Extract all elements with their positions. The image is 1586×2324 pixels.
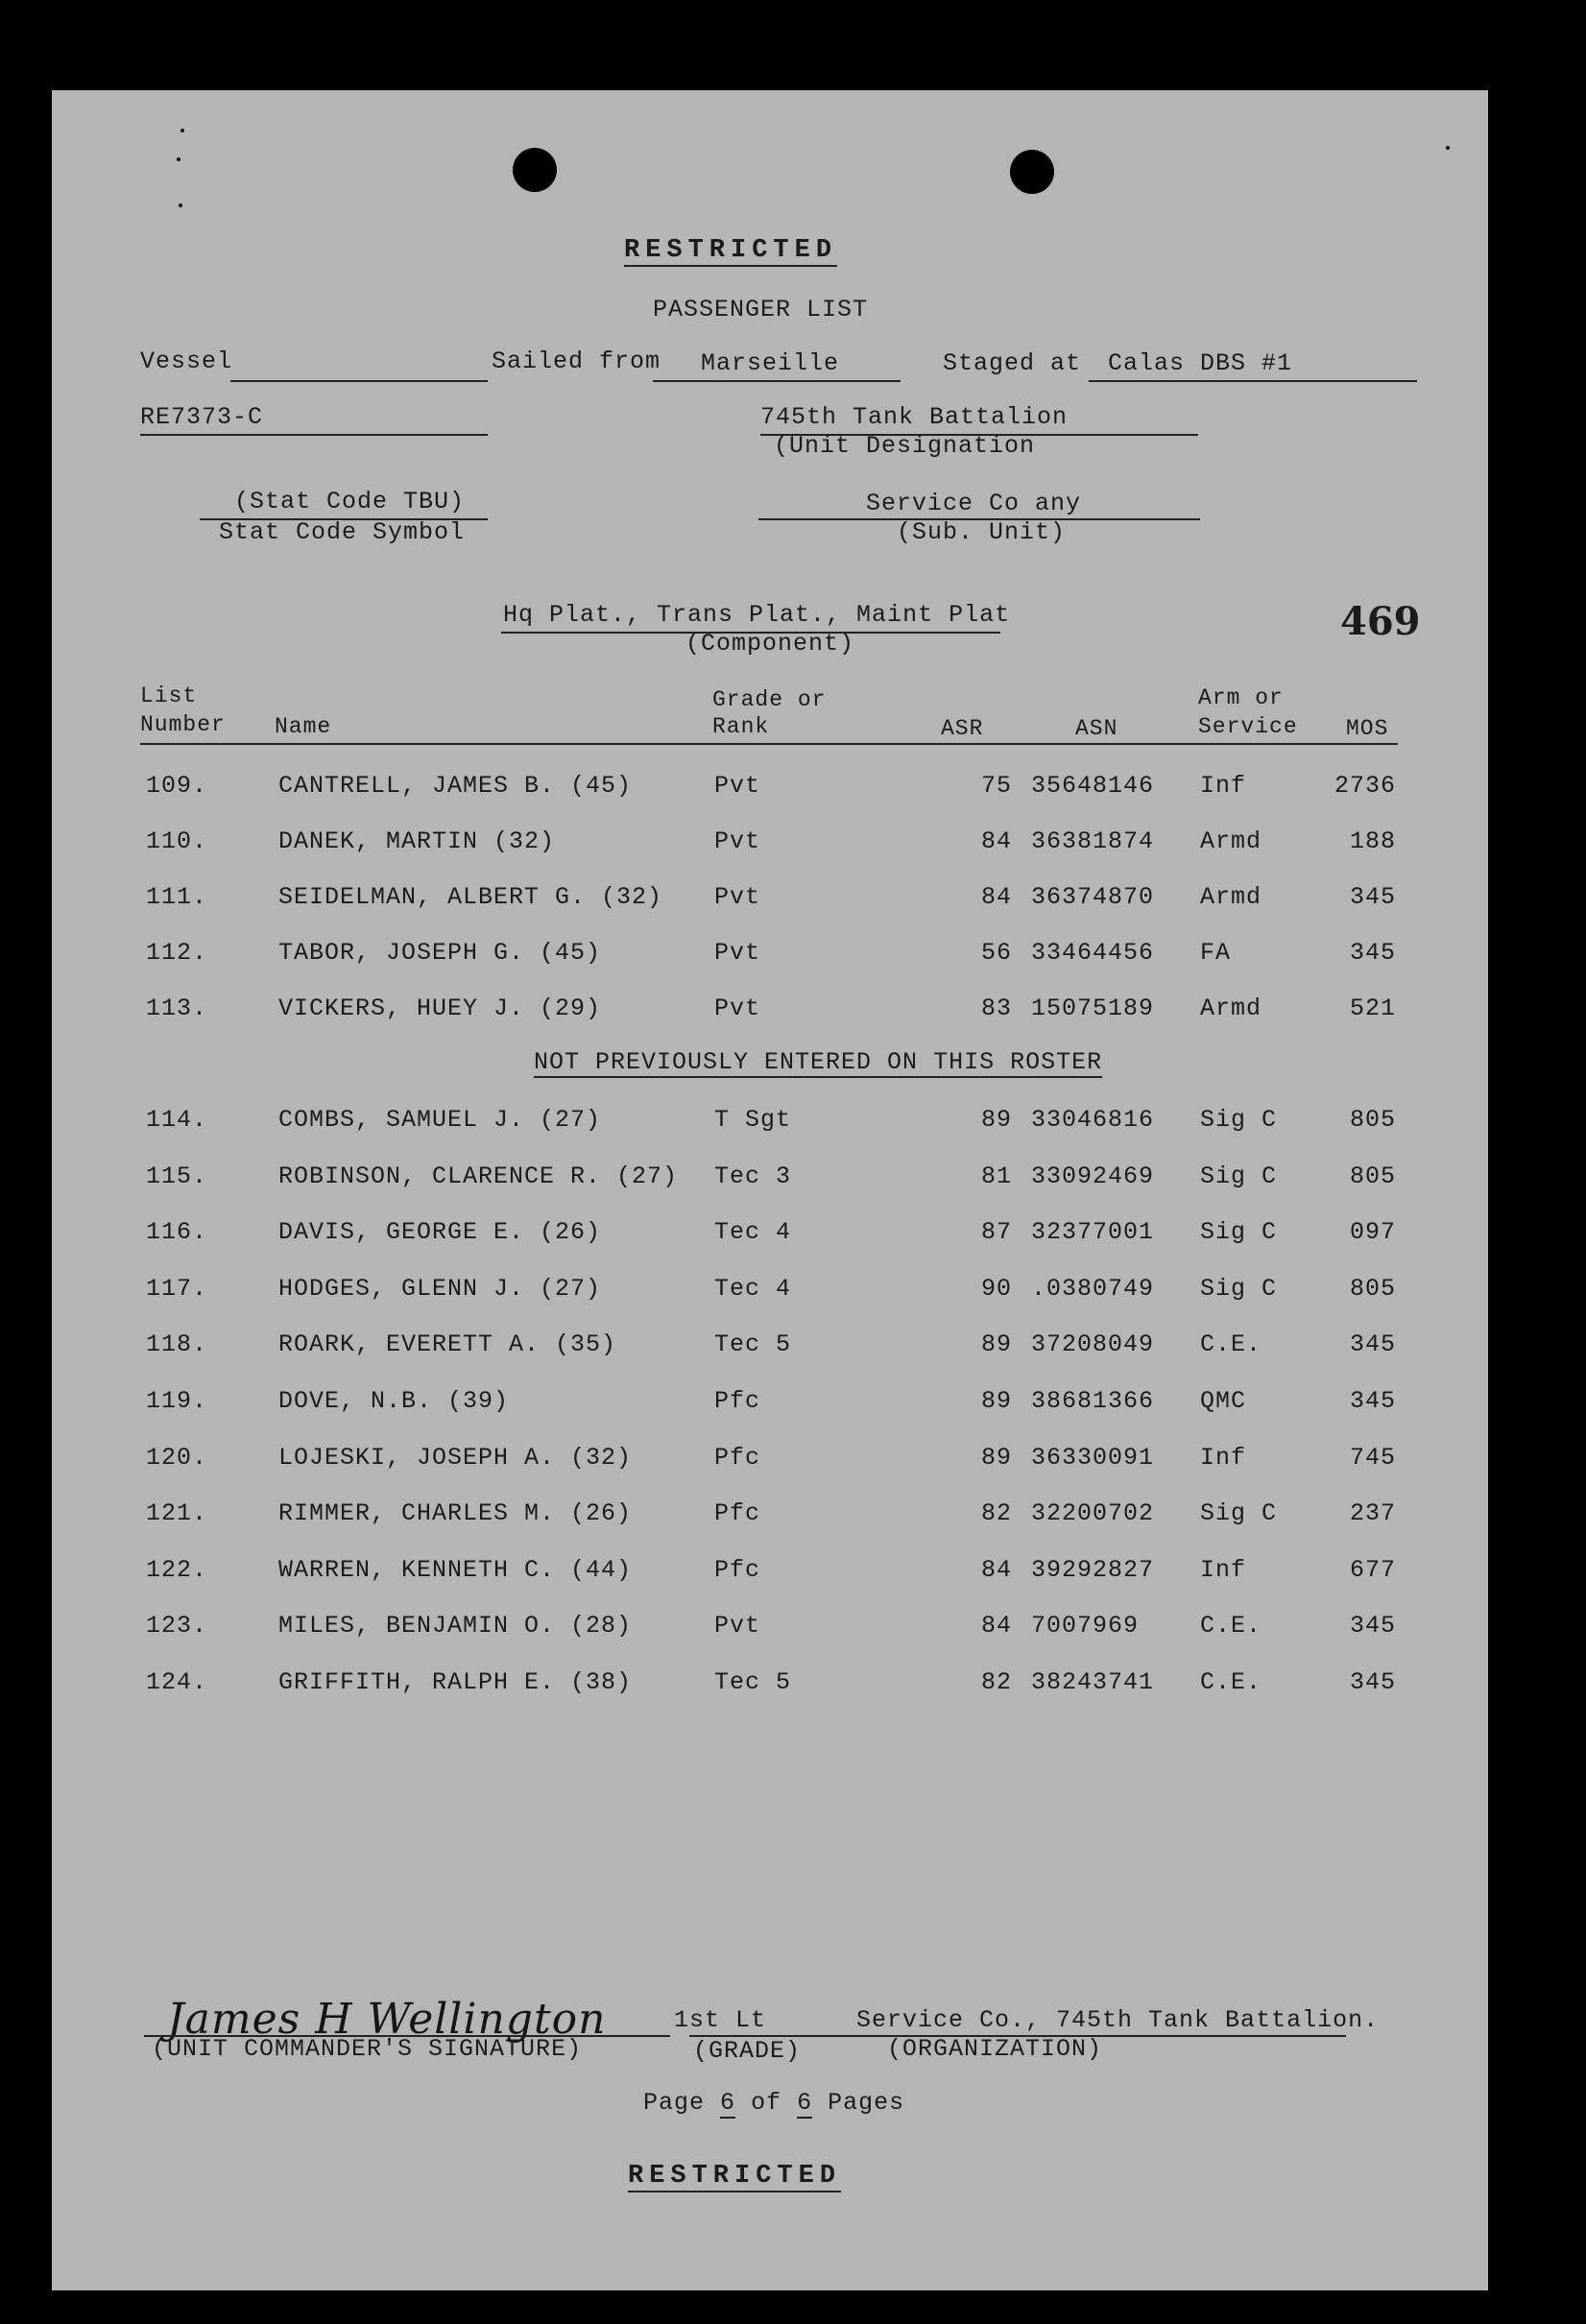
mos-cell: 805 bbox=[1349, 1106, 1396, 1134]
mos-cell: 345 bbox=[1349, 1668, 1396, 1696]
name-cell: HODGES, GLENN J. (27) bbox=[278, 1274, 602, 1303]
asr-cell: 84 bbox=[980, 883, 1012, 911]
list-number-cell: 110. bbox=[146, 827, 208, 855]
punch-hole-right bbox=[1010, 150, 1054, 194]
table-row bbox=[52, 1444, 1488, 1482]
asn-cell: 33464456 bbox=[1031, 939, 1155, 967]
staged-at-line bbox=[1089, 380, 1417, 382]
col-list-number-2: Number bbox=[140, 712, 226, 737]
arm-cell: Inf bbox=[1200, 772, 1247, 800]
col-arm-1: Arm or bbox=[1198, 685, 1284, 710]
mos-cell: 345 bbox=[1349, 1330, 1396, 1359]
column-header-rule bbox=[140, 743, 1398, 745]
speck bbox=[177, 157, 180, 161]
col-arm-2: Service bbox=[1198, 714, 1298, 739]
sub-unit-caption: (Sub. Unit) bbox=[897, 518, 1067, 546]
asn-cell: 39292827 bbox=[1031, 1555, 1155, 1584]
name-cell: ROARK, EVERETT A. (35) bbox=[278, 1330, 617, 1359]
arm-cell: Inf bbox=[1200, 1443, 1247, 1472]
asn-cell: 36381874 bbox=[1031, 827, 1155, 855]
sailed-from-line bbox=[653, 380, 901, 382]
restricted-footer: RESTRICTED bbox=[628, 2162, 842, 2191]
col-asn: ASN bbox=[1075, 716, 1118, 741]
asr-cell: 89 bbox=[980, 1443, 1012, 1472]
grade-cell: Pvt bbox=[714, 939, 761, 967]
col-mos: MOS bbox=[1346, 716, 1389, 741]
name-cell: WARREN, KENNETH C. (44) bbox=[278, 1555, 633, 1584]
speck bbox=[1446, 146, 1450, 150]
asn-cell: 38243741 bbox=[1031, 1668, 1155, 1696]
list-number-cell: 112. bbox=[146, 939, 208, 967]
table-row bbox=[52, 1668, 1488, 1707]
col-list-number-1: List bbox=[140, 683, 198, 708]
table-row bbox=[52, 939, 1488, 977]
asn-cell: 35648146 bbox=[1031, 772, 1155, 800]
arm-cell: C.E. bbox=[1200, 1330, 1262, 1359]
speck bbox=[180, 129, 184, 132]
col-grade-2: Rank bbox=[712, 714, 770, 739]
col-grade-1: Grade or bbox=[712, 687, 827, 712]
table-row bbox=[52, 1330, 1488, 1369]
arm-cell: Sig C bbox=[1200, 1274, 1278, 1303]
component-caption: (Component) bbox=[685, 630, 855, 658]
asr-cell: 87 bbox=[980, 1218, 1012, 1247]
page-label: Page bbox=[643, 2089, 706, 2117]
mos-cell: 237 bbox=[1349, 1499, 1396, 1528]
list-number-cell: 124. bbox=[146, 1668, 208, 1696]
grade-cell: Pfc bbox=[714, 1387, 761, 1415]
grade-cell: Pvt bbox=[714, 1612, 761, 1641]
mos-cell: 097 bbox=[1349, 1218, 1396, 1247]
table-row bbox=[52, 1387, 1488, 1426]
list-number-cell: 113. bbox=[146, 994, 208, 1022]
mos-cell: 805 bbox=[1349, 1274, 1396, 1303]
grade-cell: Tec 5 bbox=[714, 1668, 792, 1696]
name-cell: VICKERS, HUEY J. (29) bbox=[278, 994, 602, 1022]
asn-cell: 38681366 bbox=[1031, 1387, 1155, 1415]
grade-cell: Pfc bbox=[714, 1499, 761, 1528]
arm-cell: Inf bbox=[1200, 1555, 1247, 1584]
staged-at-label: Staged at bbox=[943, 349, 1082, 377]
name-cell: DOVE, N.B. (39) bbox=[278, 1387, 510, 1415]
list-number-cell: 123. bbox=[146, 1612, 208, 1641]
stat-code-caption: Stat Code Symbol bbox=[219, 518, 466, 546]
list-number-cell: 120. bbox=[146, 1443, 208, 1472]
page-stamp-number: 469 bbox=[1340, 599, 1421, 644]
asn-cell: 33092469 bbox=[1031, 1162, 1155, 1190]
mos-cell: 677 bbox=[1349, 1555, 1396, 1584]
grade-cell: T Sgt bbox=[714, 1106, 792, 1134]
table-row bbox=[52, 1612, 1488, 1650]
asn-cell: 36374870 bbox=[1031, 883, 1155, 911]
section-note: NOT PREVIOUSLY ENTERED ON THIS ROSTER bbox=[534, 1048, 1103, 1076]
arm-cell: C.E. bbox=[1200, 1668, 1262, 1696]
speck bbox=[179, 204, 182, 207]
col-asr: ASR bbox=[941, 716, 984, 741]
name-cell: LOJESKI, JOSEPH A. (32) bbox=[278, 1443, 633, 1472]
mos-cell: 521 bbox=[1349, 994, 1396, 1022]
name-cell: RIMMER, CHARLES M. (26) bbox=[278, 1499, 633, 1528]
asr-cell: 82 bbox=[980, 1668, 1012, 1696]
mos-cell: 745 bbox=[1349, 1443, 1396, 1472]
name-cell: MILES, BENJAMIN O. (28) bbox=[278, 1612, 633, 1641]
asn-cell: 36330091 bbox=[1031, 1443, 1155, 1472]
arm-cell: Armd bbox=[1200, 883, 1262, 911]
grade-cell: Pvt bbox=[714, 772, 761, 800]
table-row bbox=[52, 883, 1488, 922]
asr-cell: 75 bbox=[980, 772, 1012, 800]
list-number-cell: 118. bbox=[146, 1330, 208, 1359]
name-cell: DANEK, MARTIN (32) bbox=[278, 827, 556, 855]
mos-cell: 345 bbox=[1349, 939, 1396, 967]
arm-cell: C.E. bbox=[1200, 1612, 1262, 1641]
asr-cell: 82 bbox=[980, 1499, 1012, 1528]
grade-value: 1st Lt bbox=[674, 2006, 767, 2034]
list-number-cell: 122. bbox=[146, 1555, 208, 1584]
arm-cell: QMC bbox=[1200, 1387, 1247, 1415]
asn-cell: 15075189 bbox=[1031, 994, 1155, 1022]
asn-cell: 7007969 bbox=[1031, 1612, 1140, 1641]
asn-cell: 32200702 bbox=[1031, 1499, 1155, 1528]
page-current: 6 bbox=[720, 2089, 736, 2117]
organization-caption: (ORGANIZATION) bbox=[887, 2035, 1103, 2063]
col-name: Name bbox=[275, 714, 332, 739]
sub-unit-value: Service Co any bbox=[866, 490, 1082, 517]
grade-cell: Pfc bbox=[714, 1443, 761, 1472]
list-number-cell: 109. bbox=[146, 772, 208, 800]
organization-value: Service Co., 745th Tank Battalion. bbox=[856, 2006, 1380, 2034]
name-cell: CANTRELL, JAMES B. (45) bbox=[278, 772, 633, 800]
document-page bbox=[52, 90, 1488, 2290]
mos-cell: 2736 bbox=[1334, 772, 1396, 800]
asr-cell: 83 bbox=[980, 994, 1012, 1022]
shipment-line bbox=[140, 434, 488, 436]
mos-cell: 188 bbox=[1349, 827, 1396, 855]
arm-cell: Sig C bbox=[1200, 1499, 1278, 1528]
asr-cell: 81 bbox=[980, 1162, 1012, 1190]
document-title: PASSENGER LIST bbox=[653, 296, 869, 323]
asr-cell: 89 bbox=[980, 1330, 1012, 1359]
sailed-from-value: Marseille bbox=[701, 349, 840, 377]
grade-cell: Tec 4 bbox=[714, 1274, 792, 1303]
component-value: Hq Plat., Trans Plat., Maint Plat bbox=[503, 601, 1011, 629]
asr-cell: 89 bbox=[980, 1106, 1012, 1134]
asr-cell: 84 bbox=[980, 1555, 1012, 1584]
asr-cell: 84 bbox=[980, 1612, 1012, 1641]
vessel-field-line bbox=[230, 380, 488, 382]
page-counter bbox=[643, 2089, 904, 2117]
grade-cell: Pvt bbox=[714, 994, 761, 1022]
table-row bbox=[52, 1106, 1488, 1144]
restricted-header: RESTRICTED bbox=[624, 236, 838, 265]
punch-hole-left bbox=[513, 148, 557, 192]
table-row bbox=[52, 994, 1488, 1033]
list-number-cell: 115. bbox=[146, 1162, 208, 1190]
asn-cell: 37208049 bbox=[1031, 1330, 1155, 1359]
arm-cell: Sig C bbox=[1200, 1218, 1278, 1247]
mos-cell: 345 bbox=[1349, 1612, 1396, 1641]
mos-cell: 345 bbox=[1349, 883, 1396, 911]
arm-cell: Sig C bbox=[1200, 1162, 1278, 1190]
page-suffix: Pages bbox=[828, 2089, 905, 2117]
name-cell: ROBINSON, CLARENCE R. (27) bbox=[278, 1162, 679, 1190]
mos-cell: 805 bbox=[1349, 1162, 1396, 1190]
unit-designation-value: 745th Tank Battalion bbox=[760, 403, 1069, 431]
table-row bbox=[52, 1499, 1488, 1538]
table-row bbox=[52, 827, 1488, 866]
shipment-number: RE7373-C bbox=[140, 403, 264, 431]
list-number-cell: 114. bbox=[146, 1106, 208, 1134]
page-total: 6 bbox=[797, 2089, 813, 2117]
stat-code-value: (Stat Code TBU) bbox=[234, 488, 466, 515]
list-number-cell: 119. bbox=[146, 1387, 208, 1415]
asr-cell: 56 bbox=[980, 939, 1012, 967]
grade-cell: Pfc bbox=[714, 1555, 761, 1584]
table-row bbox=[52, 772, 1488, 810]
list-number-cell: 116. bbox=[146, 1218, 208, 1247]
grade-caption: (GRADE) bbox=[693, 2037, 802, 2065]
unit-designation-caption: (Unit Designation bbox=[774, 432, 1036, 460]
name-cell: GRIFFITH, RALPH E. (38) bbox=[278, 1668, 633, 1696]
list-number-cell: 111. bbox=[146, 883, 208, 911]
asr-cell: 84 bbox=[980, 827, 1012, 855]
name-cell: COMBS, SAMUEL J. (27) bbox=[278, 1106, 602, 1134]
table-row bbox=[52, 1218, 1488, 1257]
grade-cell: Tec 4 bbox=[714, 1218, 792, 1247]
list-number-cell: 117. bbox=[146, 1274, 208, 1303]
signature-caption: (UNIT COMMANDER'S SIGNATURE) bbox=[152, 2035, 583, 2063]
grade-cell: Pvt bbox=[714, 827, 761, 855]
grade-cell: Tec 3 bbox=[714, 1162, 792, 1190]
table-row bbox=[52, 1162, 1488, 1201]
staged-at-value: Calas DBS #1 bbox=[1108, 349, 1293, 377]
table-row bbox=[52, 1275, 1488, 1313]
mos-cell: 345 bbox=[1349, 1387, 1396, 1415]
vessel-label: Vessel bbox=[140, 347, 233, 375]
asr-cell: 89 bbox=[980, 1387, 1012, 1415]
asn-cell: 32377001 bbox=[1031, 1218, 1155, 1247]
grade-cell: Tec 5 bbox=[714, 1330, 792, 1359]
sailed-from-label: Sailed from bbox=[492, 347, 661, 375]
commander-signature: James H Wellington bbox=[167, 1995, 607, 2044]
asr-cell: 90 bbox=[980, 1274, 1012, 1303]
grade-cell: Pvt bbox=[714, 883, 761, 911]
arm-cell: Armd bbox=[1200, 994, 1262, 1022]
name-cell: SEIDELMAN, ALBERT G. (32) bbox=[278, 883, 663, 911]
arm-cell: Sig C bbox=[1200, 1106, 1278, 1134]
name-cell: DAVIS, GEORGE E. (26) bbox=[278, 1218, 602, 1247]
name-cell: TABOR, JOSEPH G. (45) bbox=[278, 939, 602, 967]
table-row bbox=[52, 1556, 1488, 1594]
arm-cell: Armd bbox=[1200, 827, 1262, 855]
asn-cell: .0380749 bbox=[1031, 1274, 1155, 1303]
page-of: of bbox=[751, 2089, 782, 2117]
arm-cell: FA bbox=[1200, 939, 1232, 967]
asn-cell: 33046816 bbox=[1031, 1106, 1155, 1134]
list-number-cell: 121. bbox=[146, 1499, 208, 1528]
